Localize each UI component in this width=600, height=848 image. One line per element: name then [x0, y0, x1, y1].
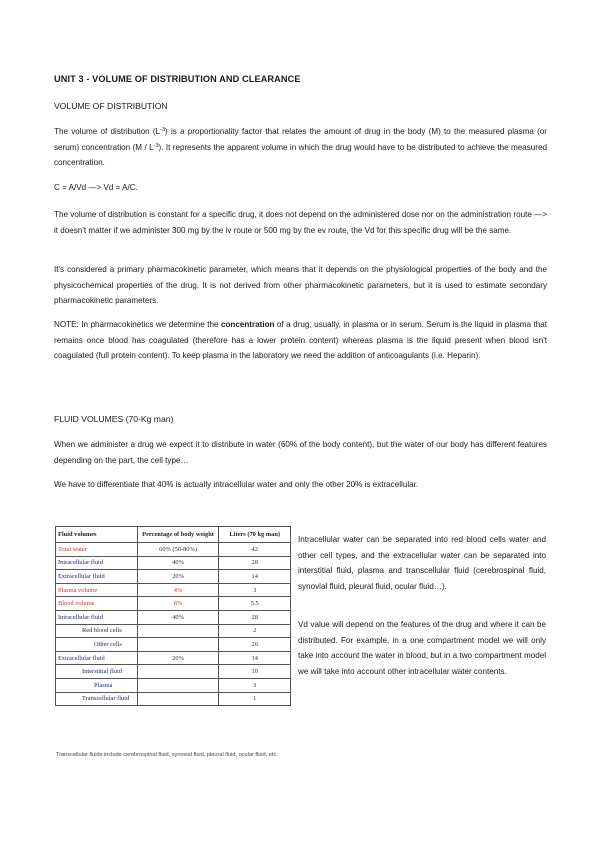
paragraph-primary-parameter: It's considered a primary pharmacokinetic parameter, which means that it depends on the physiological properties of the body and the physicochemical properties of the drug. It is not derived from other pharmacokinetic parameters, but it is used to estimate secondary pharmacokinetic parameters. [54, 265, 547, 305]
table-cell-name: Extracellular fluid [56, 651, 138, 665]
table-cell-pct: 40% [137, 556, 219, 570]
table-cell-liters: 28 [219, 556, 291, 570]
paragraph-vd-features: Vd value will depend on the features of the drug and where it can be distributed. For example, in a one compartment model we will only take into account the water in blood, but in a two compartment model we will take into account other intracellular water contents. [298, 620, 546, 676]
section-title-fluid-volumes: FLUID VOLUMES (70-Kg man) [54, 414, 174, 424]
paragraph-note [54, 317, 547, 364]
p1-part-a: The volume of distribution (L [54, 127, 161, 136]
paragraph-intracellular-separation: Intracellular water can be separated into red blood cells water and other cell types, and the extracellular water can be separated into interstitial fluid, plasma and transcellular fluid (cerebrospinal fluid, synovial fluid, pleural fluid, ocular fluid…). [298, 535, 546, 591]
p1-part-b: ) is a proportionality factor that relates the amount of drug in the body (M) to the measured plasma (or serum) concentration (M / L [54, 127, 547, 152]
table-row [56, 651, 291, 665]
table-row [56, 570, 291, 584]
table-cell-liters: 14 [219, 651, 291, 665]
table-cell-liters: 5.5 [219, 597, 291, 611]
p1-sup-1: -3 [160, 127, 165, 133]
section-title-volume-of-distribution: VOLUME OF DISTRIBUTION [54, 101, 168, 111]
table-cell-liters: 10 [219, 665, 291, 679]
note-part-b: of a drug, usually, in plasma or in serum. Serum is the liquid in plasma that remains once blood has coagulated (therefore has a lower protein content) whereas plasma is the liquid present when blood isn't coagulated (full protein content). To keep plasma in the laboratory we need the addition of anticoagulants (i.e. Heparin). [54, 320, 548, 360]
table-row [56, 543, 291, 557]
unit-title: UNIT 3 - VOLUME OF DISTRIBUTION AND CLEARANCE [54, 74, 301, 84]
table-cell-name: Extracellular fluid [56, 570, 138, 584]
table-cell-liters: 1 [219, 692, 291, 706]
table-cell-pct [137, 692, 219, 706]
table-row [56, 678, 291, 692]
table-cell-name: Intracellular fluid [56, 556, 138, 570]
table-cell-pct: 20% [137, 570, 219, 584]
table-row [56, 692, 291, 706]
table-cell-pct: 4% [137, 583, 219, 597]
table-cell-name: Plasma volume [56, 583, 138, 597]
table-cell-pct: 40% [137, 610, 219, 624]
fluid-volumes-table [55, 526, 291, 706]
table-cell-pct: 60% (50-80%) [137, 543, 219, 557]
p1-sup-2: -3 [153, 142, 159, 149]
table-cell-liters: 28 [219, 610, 291, 624]
table-row [56, 556, 291, 570]
table-cell-liters: 26 [219, 638, 291, 652]
table-cell-name: Interstitial fluid [56, 665, 138, 679]
table-cell-liters: 3 [219, 583, 291, 597]
formula: C = A/Vd —> Vd = A/C. [54, 183, 138, 192]
paragraph-intracellular-extracellular: We have to differentiate that 40% is actually intracellular water and only the other 20% is extracellular. [54, 480, 419, 489]
table-header-fluid-volumes: Fluid volumes [56, 527, 138, 543]
table-caption: Transcellular fluids include cerebrospinal fluid, synovial fluid, pleural fluid, ocular fluid, etc. [56, 752, 278, 758]
table-cell-pct: 8% [137, 597, 219, 611]
table-cell-pct [137, 678, 219, 692]
table-row [56, 665, 291, 679]
fluid-volumes-table-wrapper [55, 526, 291, 706]
table-cell-name: Other cells [56, 638, 138, 652]
table-row [56, 610, 291, 624]
table-cell-liters: 2 [219, 624, 291, 638]
table-row [56, 583, 291, 597]
p1-part-c: ). It represents the apparent volume in which the drug would have to be distributed to achieve the measured concentration. [54, 142, 547, 167]
table-cell-name: Intracellular fluid [56, 610, 138, 624]
table-cell-pct [137, 665, 219, 679]
table-cell-name: Total water [56, 543, 138, 557]
table-cell-pct [137, 624, 219, 638]
paragraph-water-distribution: When we administer a drug we expect it to distribute in water (60% of the body content), but the water of our body has different features depending on the part, the cell type… [54, 440, 547, 465]
table-cell-liters: 14 [219, 570, 291, 584]
table-header-percentage: Percentage of body weight [137, 527, 219, 543]
paragraph-constant: The volume of distribution is constant for a specific drug, it does not depend on the administered dose nor on the administration route —> it doesn't matter if we administer 300 mg by the iv route or 500 mg by the ev route, the Vd for this specific drug will be the same. [54, 210, 547, 235]
table-cell-pct [137, 638, 219, 652]
table-cell-pct: 20% [137, 651, 219, 665]
table-cell-name: Transcellular fluid [56, 692, 138, 706]
table-cell-liters: 42 [219, 543, 291, 557]
table-row [56, 638, 291, 652]
table-cell-name: Blood volume [56, 597, 138, 611]
table-cell-name: Plasma [56, 678, 138, 692]
table-cell-name: Red blood cells [56, 624, 138, 638]
table-row [56, 624, 291, 638]
table-header-liters: Liters (70 kg man) [219, 527, 291, 543]
table-cell-liters: 3 [219, 678, 291, 692]
table-row [56, 597, 291, 611]
table-header-row [56, 527, 291, 543]
paragraph-definition [54, 124, 547, 171]
note-part-a: NOTE: In pharmacokinetics we determine the [54, 320, 221, 329]
note-bold-concentration: concentration [220, 320, 275, 329]
